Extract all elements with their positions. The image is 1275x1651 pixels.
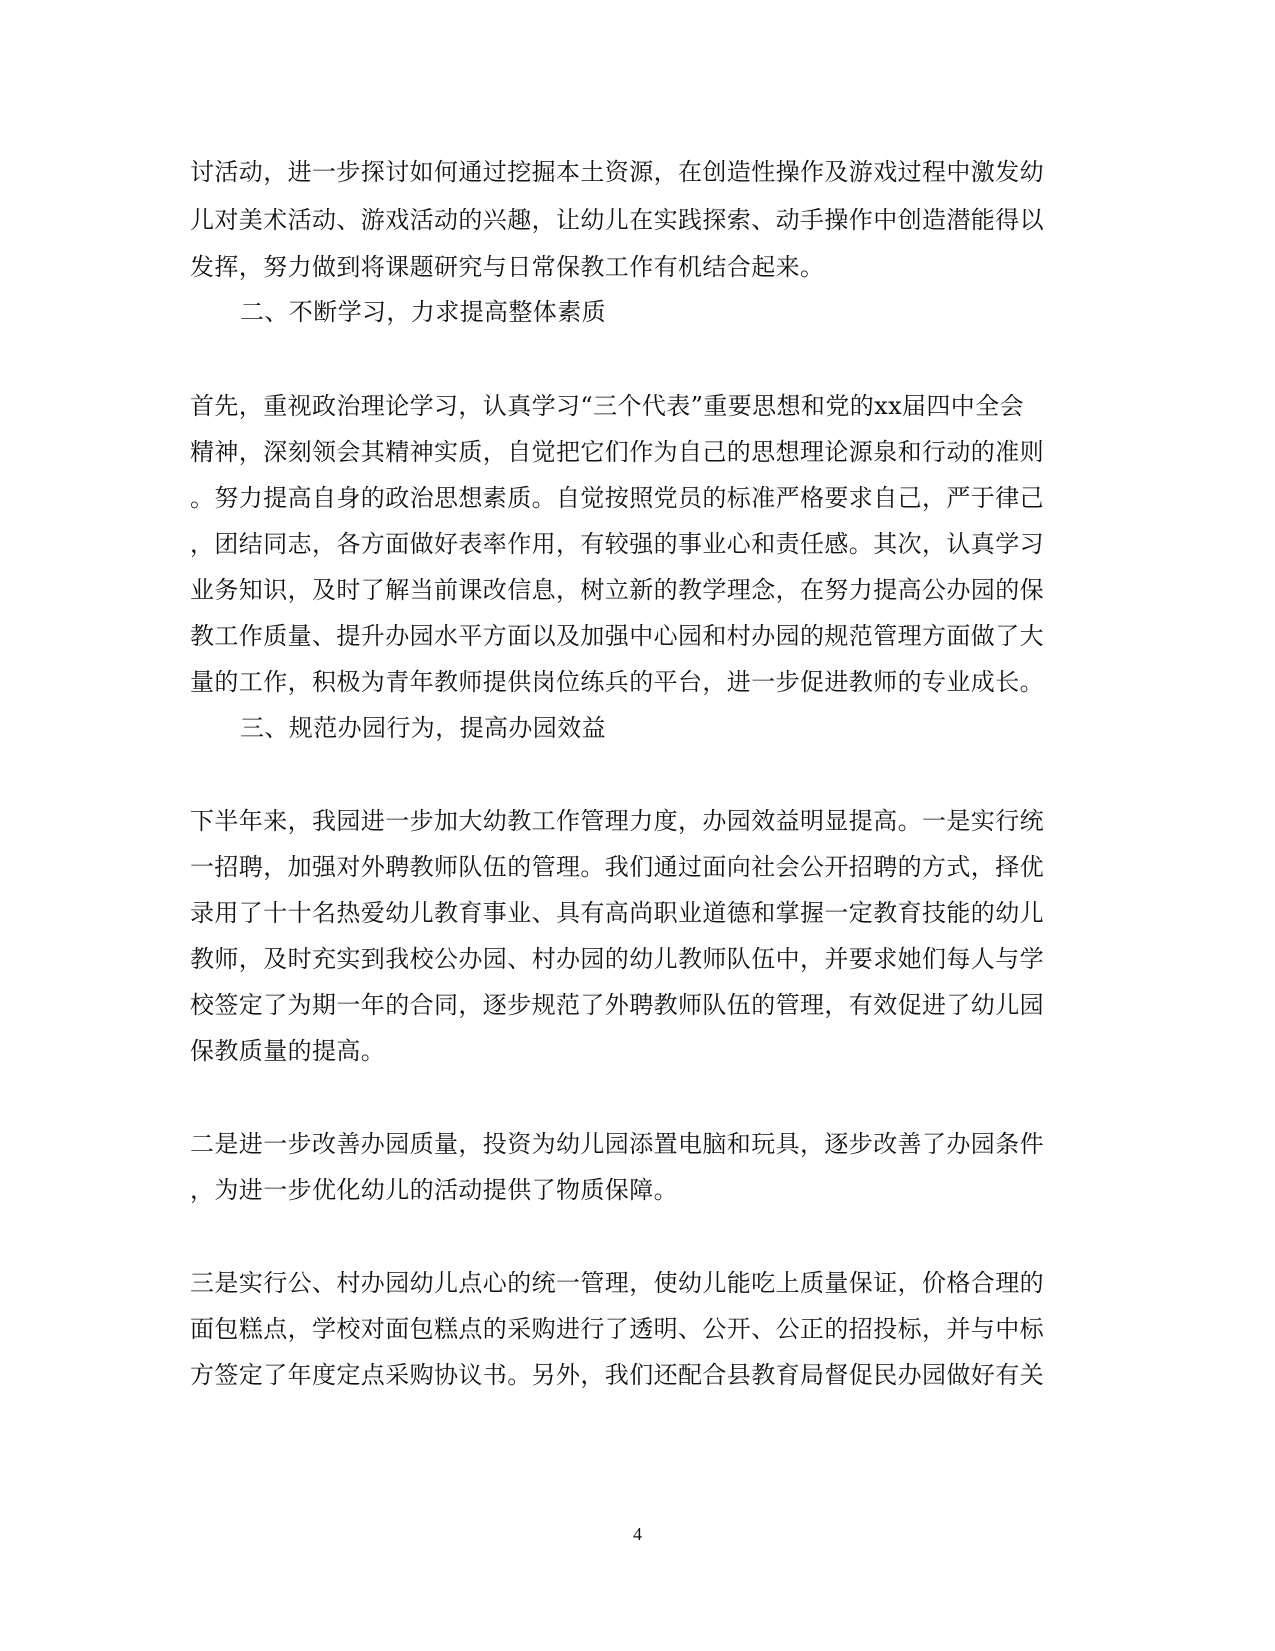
body-text-line: 三是实行公、村办园幼儿点心的统一管理，使幼儿能吃上质量保证，价格合理的 xyxy=(190,1269,1044,1297)
body-text-line: 录用了十十名热爱幼儿教育事业、具有高尚职业道德和掌握一定教育技能的幼儿 xyxy=(190,899,1044,927)
body-text-line: 。努力提高自身的政治思想素质。自觉按照党员的标准严格要求自己，严于律己 xyxy=(190,484,1044,512)
body-text-line: 首先，重视政治理论学习，认真学习“三个代表”重要思想和党的xx届四中全会 xyxy=(190,392,1025,420)
section-heading: 二、不断学习，力求提高整体素质 xyxy=(240,298,606,326)
body-text-line: 保教质量的提高。 xyxy=(190,1037,386,1065)
body-text-line: 一招聘，加强对外聘教师队伍的管理。我们通过面向社会公开招聘的方式，择优 xyxy=(190,853,1044,881)
body-text-line: 校签定了为期一年的合同，逐步规范了外聘教师队伍的管理，有效促进了幼儿园 xyxy=(190,991,1044,1019)
body-text-line: 业务知识，及时了解当前课改信息，树立新的教学理念，在努力提高公办园的保 xyxy=(190,576,1044,604)
body-text-line: 面包糕点，学校对面包糕点的采购进行了透明、公开、公正的招投标，并与中标 xyxy=(190,1315,1044,1343)
body-text-line: 量的工作，积极为青年教师提供岗位练兵的平台，进一步促进教师的专业成长。 xyxy=(190,668,1044,696)
body-text-line: 精神，深刻领会其精神实质，自觉把它们作为自己的思想理论源泉和行动的准则 xyxy=(190,438,1044,466)
body-text-line: 方签定了年度定点采购协议书。另外，我们还配合县教育局督促民办园做好有关 xyxy=(190,1361,1044,1389)
body-text-line: 儿对美术活动、游戏活动的兴趣，让幼儿在实践探索、动手操作中创造潜能得以 xyxy=(190,206,1044,234)
body-text-line: 下半年来，我园进一步加大幼教工作管理力度，办园效益明显提高。一是实行统 xyxy=(190,807,1044,835)
body-text-line: 二是进一步改善办园质量，投资为幼儿园添置电脑和玩具，逐步改善了办园条件 xyxy=(190,1130,1044,1158)
body-text-line: 发挥，努力做到将课题研究与日常保教工作有机结合起来。 xyxy=(190,253,825,281)
body-text-line: ，为进一步优化幼儿的活动提供了物质保障。 xyxy=(190,1176,678,1204)
body-text-line: 教师，及时充实到我校公办园、村办园的幼儿教师队伍中，并要求她们每人与学 xyxy=(190,945,1044,973)
page-number: 4 xyxy=(633,1524,642,1544)
body-text-line: 教工作质量、提升办园水平方面以及加强中心园和村办园的规范管理方面做了大 xyxy=(190,622,1044,650)
section-heading: 三、规范办园行为，提高办园效益 xyxy=(240,714,606,742)
body-text-line: 讨活动，进一步探讨如何通过挖掘本土资源，在创造性操作及游戏过程中激发幼 xyxy=(190,158,1044,186)
body-text-line: ，团结同志，各方面做好表率作用，有较强的事业心和责任感。其次，认真学习 xyxy=(190,530,1044,558)
